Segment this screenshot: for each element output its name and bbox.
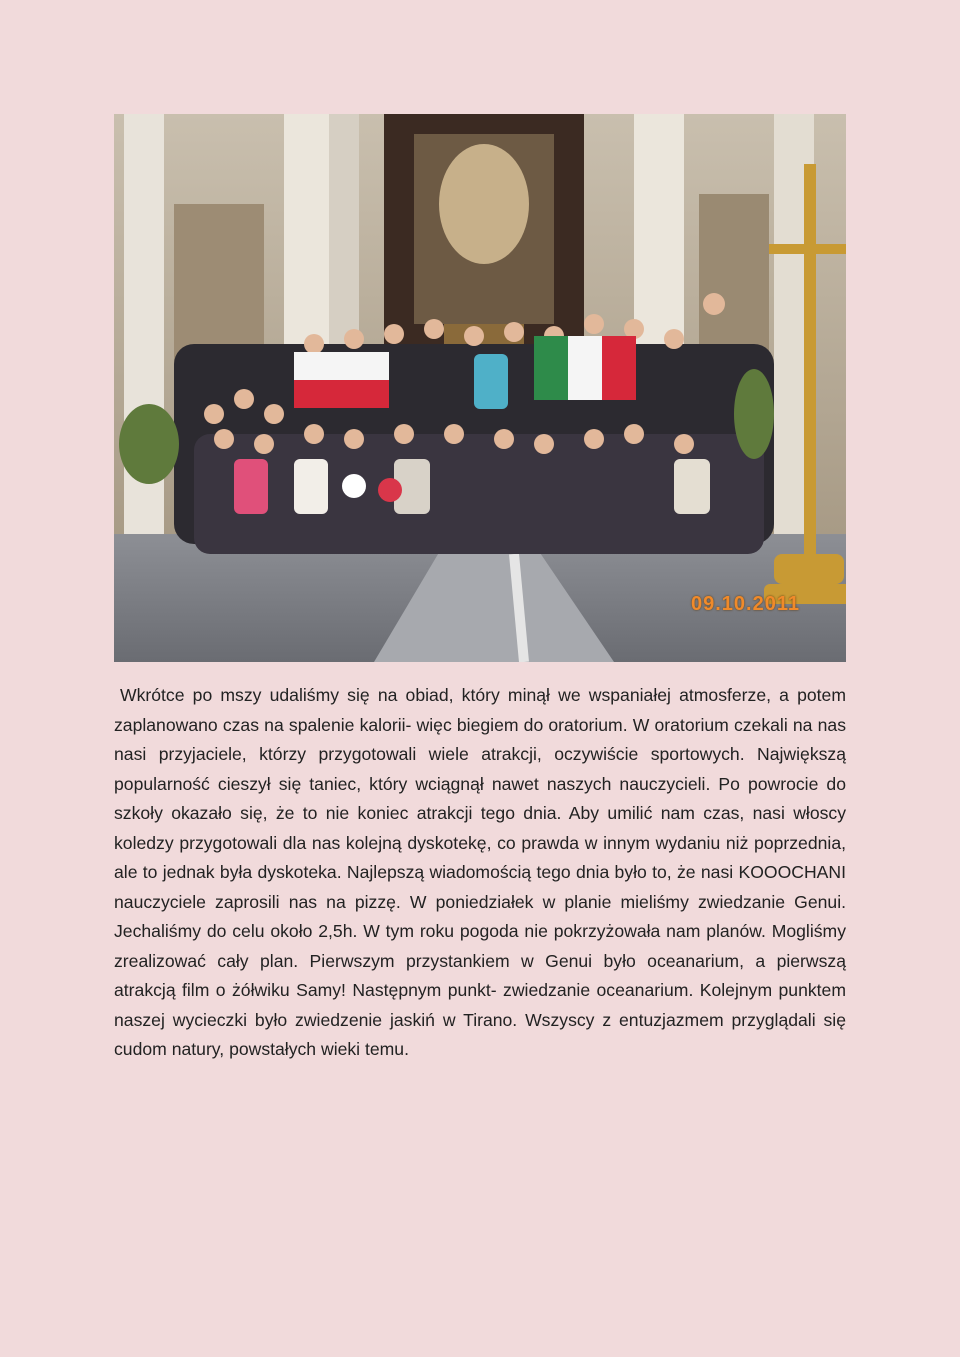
article-paragraph	[114, 681, 846, 1065]
article-paragraph-text: Wkrótce po mszy udaliśmy się na obiad, który minął we wspaniałej atmosferze, a potem zaplanowano czas na spalenie kalorii- więc biegiem do oratorium. W oratorium czekali na nas nasi przyjaciele, którzy przygotowali wiele atrakcji, oczywiście sportowych. Największą popularność cieszył się taniec, który wciągnął nawet naszych nauczycieli. Po powrocie do szkoły okazało się, że to nie koniec atrakcji tego dnia. Aby umilić nam czas, nasi włoscy koledzy przygotowali dla nas kolejną dyskotekę, co prawda w innym wydaniu niż poprzednia, ale to jednak była dyskoteka. Najlepszą wiadomością tego dnia było to, że nasi KOOOCHANI nauczyciele zaprosili nas na pizzę. W poniedziałek w planie mieliśmy zwiedzanie Genui. Jechaliśmy do celu około 2,5h. W tym roku pogoda nie pokrzyżowała nam planów. Mogliśmy zrealizować cały plan. Pierwszym przystankiem w Genui było oceanarium, a pierwszą atrakcją film o żółwiku Samy! Następnym punkt- zwiedzanie oceanarium. Kolejnym punktem naszej wycieczki było zwiedzenie jaskiń w Tirano. Wszyscy z entuzjazmem przyglądali się cudom natury, powstałych wieki temu.	[114, 685, 846, 1059]
polish-flag	[294, 352, 389, 408]
church-group-photo-illustration	[114, 114, 846, 662]
photo-date-stamp: 09.10.2011	[691, 593, 800, 615]
italian-flag	[534, 336, 636, 400]
group-photo	[114, 114, 846, 662]
